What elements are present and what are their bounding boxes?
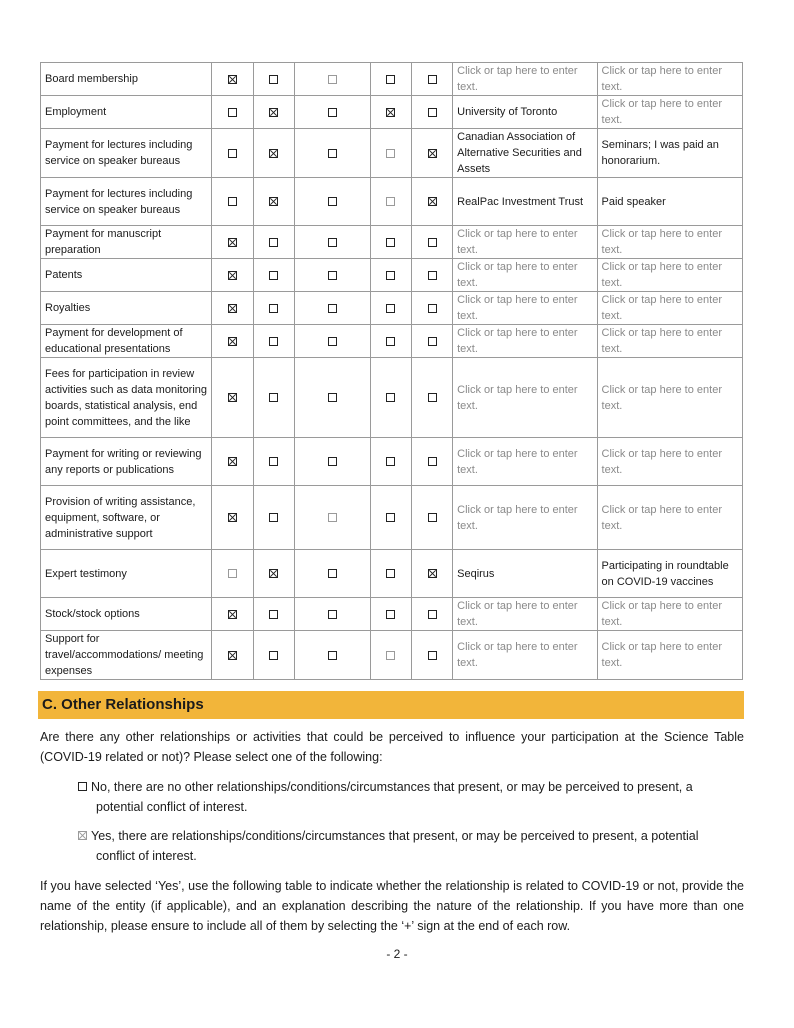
checkbox-cell [212,550,253,598]
checkbox[interactable] [386,238,395,247]
option-no-label-cont: potential conflict of interest. [96,800,248,814]
table-row [41,178,743,226]
checkbox[interactable] [386,197,395,206]
checkbox[interactable] [269,513,278,522]
description-field[interactable]: Seminars; I was paid an honorarium. [597,129,742,178]
checkbox[interactable] [386,337,395,346]
checkbox-cell [212,631,253,680]
checkbox-cell [212,292,253,325]
row-label: Patents [41,259,212,292]
option-yes-label: Yes, there are relationships/conditions/circumstances that present, or may be perceived to present, a potential [91,829,699,843]
description-field[interactable]: Click or tap here to enter text. [597,598,742,631]
row-label: Royalties [41,292,212,325]
checkbox[interactable] [228,238,237,247]
table-row [41,96,743,129]
checkbox[interactable] [269,75,278,84]
other-relationships-question: Are there any other relationships or activities that could be perceived to influence your participation at the Science Table (COVID-19 related or not)? Please select one of the following: [40,730,744,764]
description-field[interactable]: Click or tap here to enter text. [597,226,742,259]
checkbox-cell [412,259,453,292]
description-field[interactable]: Click or tap here to enter text. [597,292,742,325]
checkbox-cell [212,598,253,631]
row-label: Payment for lectures including service on speaker bureaus [41,178,212,226]
checkbox-cell [253,631,294,680]
checkbox[interactable] [386,651,395,660]
checkbox-cell [212,325,253,358]
checkbox-cell [294,96,370,129]
entity-field[interactable]: RealPac Investment Trust [453,178,597,226]
table-row [41,292,743,325]
checkbox-cell [412,550,453,598]
checkbox-cell [253,438,294,486]
checkbox-cell [253,292,294,325]
checkbox[interactable] [428,457,437,466]
checkbox[interactable] [328,238,337,247]
row-label: Payment for manuscript preparation [41,226,212,259]
checkbox-cell [212,178,253,226]
row-label: Payment for lectures including service on speaker bureaus [41,129,212,178]
description-field[interactable]: Click or tap here to enter text. [597,259,742,292]
checkbox-cell [294,226,370,259]
section-c-header: C. Other Relationships [38,691,744,719]
checkbox-cell [294,486,370,550]
checkbox-cell [294,598,370,631]
row-label: Payment for writing or reviewing any reports or publications [41,438,212,486]
entity-field[interactable]: Seqirus [453,550,597,598]
checkbox-cell [253,325,294,358]
checkbox[interactable] [228,610,237,619]
checkbox-cell [212,96,253,129]
checkbox[interactable] [386,271,395,280]
checkbox-cell [412,631,453,680]
entity-field[interactable]: Click or tap here to enter text. [453,598,597,631]
description-field[interactable]: Click or tap here to enter text. [597,358,742,438]
table-row [41,226,743,259]
checkbox-cell [294,292,370,325]
checkbox[interactable] [386,75,395,84]
checkbox[interactable] [428,393,437,402]
table-row [41,358,743,438]
table-row [41,325,743,358]
checkbox[interactable] [269,651,278,660]
checkbox[interactable] [269,337,278,346]
checkbox[interactable] [428,75,437,84]
checkbox-cell [370,226,411,259]
entity-field[interactable]: Click or tap here to enter text. [453,631,597,680]
checkbox[interactable] [328,513,337,522]
checkbox[interactable] [228,651,237,660]
checkbox-cell [253,550,294,598]
checkbox[interactable] [228,197,237,206]
checkbox[interactable] [428,569,437,578]
checkbox-cell [212,226,253,259]
description-field[interactable]: Click or tap here to enter text. [597,325,742,358]
checkbox-cell [370,438,411,486]
checkbox[interactable] [386,610,395,619]
checkbox-cell [212,259,253,292]
checkbox-cell [294,631,370,680]
checkbox-cell [370,598,411,631]
checkbox-cell [412,178,453,226]
checkbox-cell [412,96,453,129]
relationship-instructions: If you have selected ‘Yes’, use the following table to indicate whether the relationship is related to COVID-19 or not, provide the name of the entity (if applicable), and an explanation describing the nature of the relationship. If you have more than one relationship, please ensure to include all of them by selecting the ‘+’ sign at the end of each row. [40,879,744,933]
entity-field[interactable]: Click or tap here to enter text. [453,325,597,358]
checkbox[interactable] [386,304,395,313]
entity-field[interactable]: Click or tap here to enter text. [453,226,597,259]
checkbox[interactable] [428,197,437,206]
checkbox[interactable] [328,197,337,206]
checkbox-cell [294,325,370,358]
checkbox[interactable] [386,513,395,522]
checkbox[interactable] [328,108,337,117]
checkbox-cell [212,63,253,96]
checkbox-cell [253,178,294,226]
checkbox-cell [412,129,453,178]
table-row [41,438,743,486]
checkbox-cell [370,178,411,226]
row-label: Expert testimony [41,550,212,598]
description-field[interactable]: Click or tap here to enter text. [597,438,742,486]
checkbox[interactable] [328,610,337,619]
checkbox[interactable] [269,197,278,206]
description-field[interactable]: Paid speaker [597,178,742,226]
checkbox[interactable] [228,513,237,522]
checkbox-cell [412,358,453,438]
checkbox-cell [294,550,370,598]
option-no-checkbox[interactable] [78,782,87,791]
entity-field[interactable]: Click or tap here to enter text. [453,438,597,486]
checkbox[interactable] [269,149,278,158]
entity-field[interactable]: Click or tap here to enter text. [453,358,597,438]
checkbox-cell [370,486,411,550]
checkbox[interactable] [428,304,437,313]
checkbox[interactable] [228,304,237,313]
checkbox-cell [370,292,411,325]
checkbox-cell [412,438,453,486]
checkbox[interactable] [228,337,237,346]
entity-field[interactable]: Click or tap here to enter text. [453,259,597,292]
checkbox[interactable] [228,149,237,158]
page-number: - 2 - [386,947,408,961]
row-label: Support for travel/accommodations/ meeting expenses [41,631,212,680]
table-row [41,259,743,292]
checkbox[interactable] [428,108,437,117]
checkbox[interactable] [328,651,337,660]
checkbox-cell [294,129,370,178]
checkbox-cell [294,438,370,486]
checkbox[interactable] [428,238,437,247]
table-row [41,550,743,598]
checkbox[interactable] [269,108,278,117]
checkbox-cell [412,325,453,358]
checkbox-cell [370,550,411,598]
checkbox-cell [212,438,253,486]
checkbox-cell [253,486,294,550]
checkbox[interactable] [228,75,237,84]
checkbox-cell [412,486,453,550]
checkbox-cell [412,226,453,259]
checkbox-cell [370,259,411,292]
checkbox[interactable] [428,651,437,660]
checkbox[interactable] [269,610,278,619]
table-row [41,631,743,680]
option-no-label: No, there are no other relationships/conditions/circumstances that present, or may be perceived to present, a [91,780,693,794]
row-label: Payment for development of educational presentations [41,325,212,358]
checkbox[interactable] [269,238,278,247]
checkbox[interactable] [328,271,337,280]
checkbox[interactable] [228,271,237,280]
table-row [41,598,743,631]
disclosure-table [40,62,743,680]
row-label: Fees for participation in review activities such as data monitoring boards, statistical analysis, end point committees, and the like [41,358,212,438]
checkbox-cell [412,292,453,325]
checkbox-cell [370,96,411,129]
checkbox-cell [370,325,411,358]
description-field[interactable]: Click or tap here to enter text. [597,96,742,129]
checkbox-cell [212,129,253,178]
checkbox-cell [412,63,453,96]
checkbox-cell [253,358,294,438]
checkbox[interactable] [228,108,237,117]
checkbox-cell [253,226,294,259]
checkbox[interactable] [228,393,237,402]
option-yes-checkbox[interactable] [78,831,87,840]
checkbox[interactable] [328,337,337,346]
checkbox[interactable] [428,610,437,619]
checkbox[interactable] [228,457,237,466]
entity-field[interactable]: Click or tap here to enter text. [453,63,597,96]
checkbox-cell [253,129,294,178]
checkbox[interactable] [386,393,395,402]
entity-field[interactable]: Click or tap here to enter text. [453,292,597,325]
table-row [41,486,743,550]
checkbox-cell [212,486,253,550]
row-label: Provision of writing assistance, equipment, software, or administrative support [41,486,212,550]
checkbox-cell [294,259,370,292]
description-field[interactable]: Click or tap here to enter text. [597,63,742,96]
table-row [41,63,743,96]
checkbox-cell [253,63,294,96]
checkbox[interactable] [228,569,237,578]
description-field[interactable]: Participating in roundtable on COVID-19 vaccines [597,550,742,598]
description-field[interactable]: Click or tap here to enter text. [597,486,742,550]
checkbox[interactable] [386,569,395,578]
checkbox[interactable] [386,457,395,466]
option-no[interactable] [78,777,743,817]
checkbox[interactable] [328,75,337,84]
checkbox-cell [212,358,253,438]
checkbox[interactable] [269,569,278,578]
option-yes-label-cont: conflict of interest. [96,849,197,863]
checkbox-cell [370,358,411,438]
checkbox[interactable] [269,271,278,280]
row-label: Stock/stock options [41,598,212,631]
description-field[interactable]: Click or tap here to enter text. [597,631,742,680]
checkbox[interactable] [328,304,337,313]
checkbox-cell [294,178,370,226]
checkbox-cell [253,598,294,631]
checkbox-cell [370,129,411,178]
option-yes[interactable] [78,826,743,866]
row-label: Employment [41,96,212,129]
checkbox[interactable] [428,337,437,346]
checkbox[interactable] [428,271,437,280]
checkbox[interactable] [269,457,278,466]
entity-field[interactable]: Click or tap here to enter text. [453,486,597,550]
checkbox[interactable] [269,393,278,402]
checkbox[interactable] [328,149,337,158]
checkbox-cell [294,358,370,438]
row-label: Board membership [41,63,212,96]
checkbox[interactable] [428,149,437,158]
checkbox[interactable] [428,513,437,522]
entity-field[interactable]: University of Toronto [453,96,597,129]
checkbox-cell [412,598,453,631]
checkbox[interactable] [269,304,278,313]
checkbox[interactable] [328,569,337,578]
checkbox-cell [370,631,411,680]
checkbox[interactable] [386,108,395,117]
checkbox-cell [370,63,411,96]
checkbox-cell [253,96,294,129]
checkbox[interactable] [328,393,337,402]
checkbox-cell [253,259,294,292]
checkbox[interactable] [386,149,395,158]
entity-field[interactable]: Canadian Association of Alternative Securities and Assets [453,129,597,178]
checkbox-cell [294,63,370,96]
table-row [41,129,743,178]
checkbox[interactable] [328,457,337,466]
